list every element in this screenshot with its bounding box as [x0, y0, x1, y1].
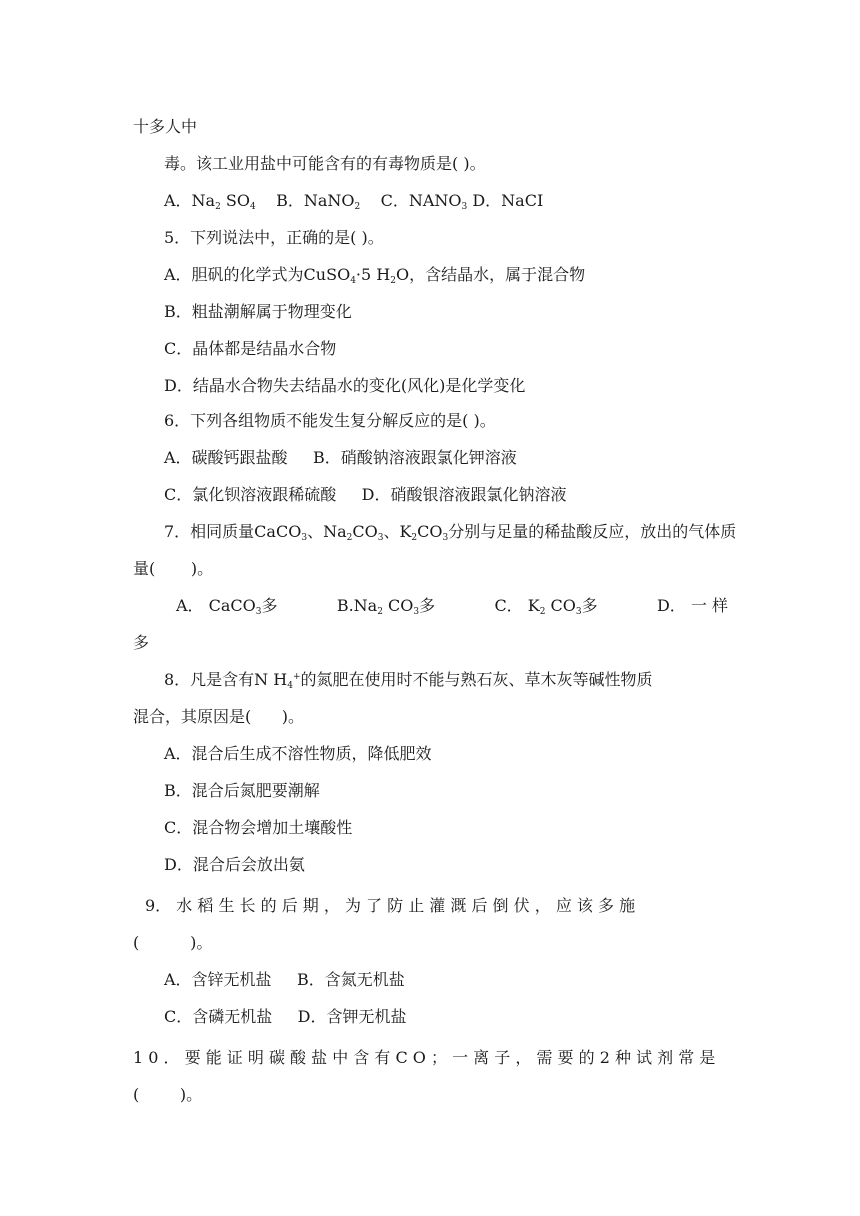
question-7-option-d-cont: 多: [133, 633, 150, 652]
question-6-options-cd: C．氯化钡溶液跟稀硫酸 D．硝酸银溶液跟氯化钠溶液: [164, 485, 567, 504]
question-7-option-b: $B.Na_2$ $CO_3$多: [336, 596, 436, 617]
question-8-option-b: B．混合后氮肥要潮解: [164, 781, 320, 800]
question-5-option-c: C．晶体都是结晶水合物: [164, 339, 337, 358]
question-5-option-b: B．粗盐潮解属于物理变化: [164, 302, 352, 321]
text-line: 毒。该工业用盐中可能含有的有毒物质是( )。: [164, 154, 486, 173]
question-8-cont: 混合，其原因是( )。: [133, 707, 305, 726]
question-7-option-c: C． $K_2$ $CO_3$多: [494, 596, 598, 617]
question-8-option-d: D．混合后会放出氨: [164, 855, 305, 874]
text-line: 十多人中: [133, 117, 198, 136]
question-9-options-ab: A．含锌无机盐 B．含氮无机盐: [164, 970, 405, 989]
question-7-option-d: D． 一 样: [656, 596, 728, 615]
question-8: 8．凡是含有N $H_4^+$的氮肥在使用时不能与熟石灰、草木灰等碱性物质: [164, 670, 653, 691]
question-8-option-c: C．混合物会增加土壤酸性: [164, 818, 353, 837]
question-6: 6．下列各组物质不能发生复分解反应的是( )。: [164, 411, 496, 430]
question-7-options: [176, 595, 728, 617]
question-10: 1 0 ． 要 能 证 明 碳 酸 盐 中 含 有 C O ； 一 离 子 ， 需 要 的 2 种 试 剂 常 是: [133, 1048, 716, 1067]
question-5-option-a: A．胆矾的化学式为CuSO$_4$·5 $H_2O$，含结晶水，属于混合物: [164, 265, 586, 286]
question-8-option-a: A．混合后生成不溶性物质，降低肥效: [164, 744, 432, 763]
question-5-option-d: D．结晶水合物失去结晶水的变化(风化)是化学变化: [164, 376, 526, 395]
question-4-options: A．$Na_2$ $SO_4$ B．NaNO$_2$ C．$NANO_3$ D．NaCI: [164, 191, 544, 212]
question-6-options-ab: A．碳酸钙跟盐酸 B．硝酸钠溶液跟氯化钾溶液: [164, 448, 517, 467]
question-5: 5．下列说法中，正确的是( )。: [164, 228, 384, 247]
question-9-cont: ( )。: [133, 933, 213, 952]
question-9-options-cd: C．含磷无机盐 D．含钾无机盐: [164, 1007, 407, 1026]
question-7: 7．相同质量CaCO$_3$、$Na_2CO_3$、$K_2CO_3$分别与足量的稀盐酸反应，放出的气体质: [164, 522, 737, 543]
question-9: 9． 水 稻 生 长 的 后 期 ， 为 了 防 止 灌 溉 后 倒 伏 ， 应 该 多 施: [145, 896, 636, 915]
question-7-cont: 量( )。: [133, 559, 214, 578]
question-7-option-a: A． CaCO$_3$多: [176, 596, 278, 617]
question-10-cont: ( )。: [133, 1085, 203, 1104]
